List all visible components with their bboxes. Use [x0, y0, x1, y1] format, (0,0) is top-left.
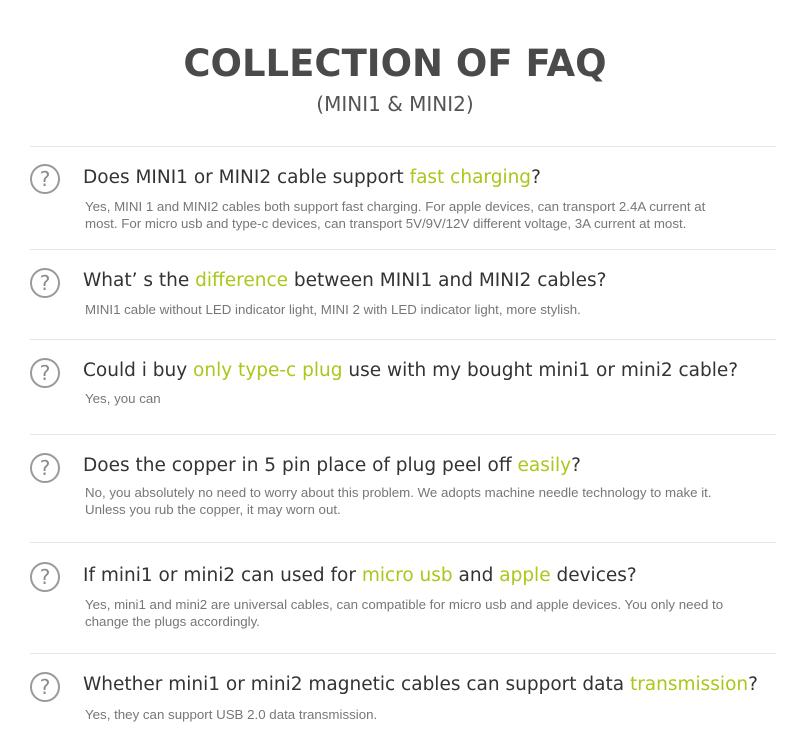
- question-mark-icon: ?: [30, 268, 60, 298]
- question-highlight: apple: [499, 565, 551, 586]
- question-mark-icon: ?: [30, 164, 60, 194]
- question-mark-icon: ?: [30, 562, 60, 592]
- faq-list: [30, 146, 776, 742]
- faq-item: [30, 653, 776, 742]
- page-subtitle: (MINI1 & MINI2): [316, 92, 474, 116]
- faq-answer: MINI1 cable without LED indicator light, MINI 2 with LED indicator light, more stylish.: [85, 302, 581, 317]
- question-highlight: difference: [195, 270, 289, 291]
- faq-item: [30, 249, 776, 339]
- question-highlight: fast charging: [409, 167, 532, 188]
- question-mark-icon: ?: [30, 358, 60, 388]
- faq-question: What’ s the difference between MINI1 and MINI2 cables?: [83, 270, 607, 291]
- faq-question: Does the copper in 5 pin place of plug peel off easily?: [83, 455, 581, 476]
- faq-answer: No, you absolutely no need to worry about this problem. We adopts machine needle technology to make it. Unless you rub the copper, it may worn out.: [85, 485, 712, 517]
- question-mark-icon: ?: [30, 672, 60, 702]
- faq-answer: Yes, mini1 and mini2 are universal cables, can compatible for micro usb and apple devices. You only need to change the plugs accordingly.: [85, 597, 724, 629]
- faq-question: Could i buy only type-c plug use with my bought mini1 or mini2 cable?: [83, 360, 739, 381]
- faq-answer: Yes, you can: [85, 391, 161, 406]
- faq-item: [30, 146, 776, 249]
- faq-question: Does MINI1 or MINI2 cable support fast charging?: [83, 167, 541, 188]
- question-highlight: only type-c plug: [193, 360, 343, 381]
- faq-question: If mini1 or mini2 can used for micro usb and apple devices?: [83, 565, 637, 586]
- question-mark-icon: ?: [30, 453, 60, 483]
- question-highlight: transmission: [629, 674, 749, 695]
- question-highlight: micro usb: [361, 565, 453, 586]
- question-highlight: easily: [517, 455, 572, 476]
- faq-item: [30, 339, 776, 434]
- page-title: COLLECTION OF FAQ: [183, 42, 607, 85]
- faq-item: [30, 542, 776, 653]
- faq-item: [30, 434, 776, 542]
- faq-answer: Yes, MINI 1 and MINI2 cables both support fast charging. For apple devices, can transport 2.4A current at most. For micro usb and type-c devices, can transport 5V/9V/12V different voltage, 3A current at most.: [85, 199, 706, 231]
- faq-answer: Yes, they can support USB 2.0 data transmission.: [85, 707, 378, 722]
- faq-header: [0, 0, 790, 116]
- faq-question: Whether mini1 or mini2 magnetic cables can support data transmission?: [83, 674, 758, 695]
